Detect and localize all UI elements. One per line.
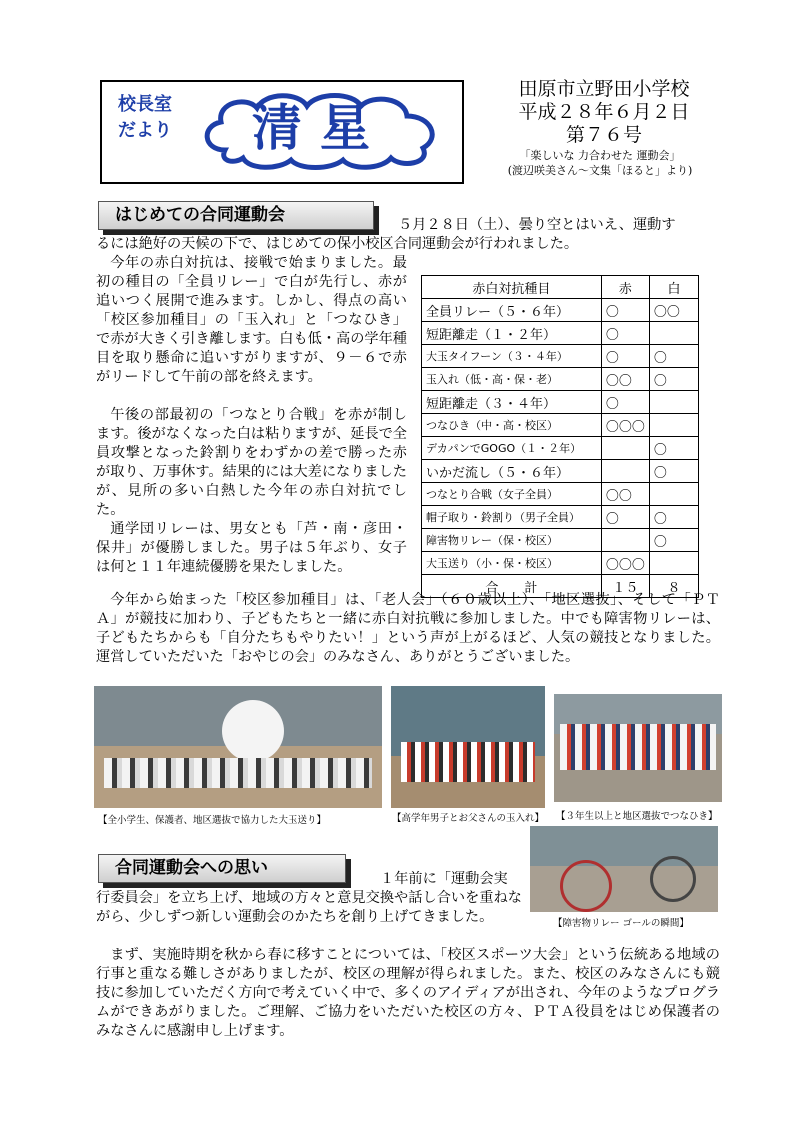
white-cell: 〇 [649, 437, 698, 460]
theme-line1: 「楽しいな 力合わせた 運動会」 [519, 149, 681, 162]
header-event: 赤白対抗種目 [422, 276, 602, 299]
section1-paragraph-5: 今年から始まった「校区参加種目」は、「老人会」（６０歳以上）、「地区選抜」、そして「ＰＴＡ」が競技に加わり、子どもたちと一緒に赤白対抗戦に参加しました。中でも障害物リレーは、子どもたちからも「自分たちもやりたい！」という声が上がるほど、人気の競技となりました。運営していただいた「おやじの会」のみなさん、ありがとうございました。 [96, 592, 720, 665]
red-cell: 〇 [601, 322, 649, 345]
caption-obstacle-relay: 【障害物リレー ゴールの瞬間】 [553, 918, 689, 929]
school-name: 田原市立野田小学校 [518, 78, 690, 100]
red-cell [601, 460, 649, 483]
event-cell: 短距離走（１・２年） [422, 322, 602, 345]
issue-date: 平成２８年６月２日 [518, 101, 690, 123]
event-cell: 大玉送り（小・保・校区） [422, 552, 602, 575]
event-cell: つなひき（中・高・校区） [422, 414, 602, 437]
white-cell: 〇 [649, 529, 698, 552]
red-cell: 〇 [601, 299, 649, 322]
event-cell: 帽子取り・鈴割り（男子全員） [422, 506, 602, 529]
total-red: １５ [601, 575, 649, 598]
school-info [494, 78, 714, 147]
red-cell: 〇 [601, 506, 649, 529]
red-cell [601, 437, 649, 460]
red-cell: 〇〇 [601, 483, 649, 506]
header-white: 白 [649, 276, 698, 299]
white-cell [649, 483, 698, 506]
section2-paragraph-2: まず、実施時期を秋から春に移すことについては、「校区スポーツ大会」という伝統ある地域の行事と重なる難しさがありましたが、校区の理解が得られました。また、校区のみなさんにも競技に参加していただく方向で考えていく中で、多くのアイディアが出され、今年のようなプログラムができあがりました。ご理解、ご協力をいただいた校区の方々、ＰＴＡ役員をはじめ保護者のみなさんに感謝申し上げます。 [96, 947, 720, 1039]
red-cell: 〇〇〇 [601, 414, 649, 437]
event-cell: つなとり合戦（女子全員） [422, 483, 602, 506]
table-row [422, 529, 699, 552]
table-row [422, 506, 699, 529]
event-cell: 障害物リレー（保・校区） [422, 529, 602, 552]
event-cell: 全員リレー（５・６年） [422, 299, 602, 322]
section1-heading: はじめての合同運動会 [98, 201, 374, 230]
photo-tug-of-war [554, 694, 722, 802]
white-cell: 〇〇 [649, 299, 698, 322]
theme-line2: (渡辺咲美さん～文集「ほると」より) [507, 164, 693, 177]
section1-paragraph-2: 今年の赤白対抗は、接戦で始まりました。最初の種目の「全員リレー」で白が先行し、赤が追いつく展開で進みます。しかし、得点の高い「校区参加種目」の「玉入れ」と「つなひき」で赤が大きく引き離します。白も低・高の学年種目を取り懸命に追いすがりますが、９－６で赤がリードして午前の部を終えます。 [96, 255, 407, 385]
event-cell: 短距離走（３・４年） [422, 391, 602, 414]
section2-intro-line1: １年前に「運動会実 [380, 871, 508, 887]
masthead-subtitle [118, 92, 188, 144]
theme-quote [470, 148, 730, 178]
event-cell: デカパンでGOGO（１・２年） [422, 437, 602, 460]
white-cell: 〇 [649, 460, 698, 483]
section1-paragraph-3: 午後の部最初の「つなとり合戦」を赤が制します。後がなくなった白は粘りますが、延長で全員攻撃となった鈴割りをわずかの差で勝った赤が取り、万事休す。結果的には大差になりましたが、見所の多い白熱した今年の赤白対抗でした。 [96, 407, 407, 518]
masthead-subtitle-line1: 校長室 [118, 94, 172, 115]
total-label: 合 計 [422, 575, 602, 598]
table-row [422, 552, 699, 575]
section1-intro-line1: ５月２８日（土）、曇り空とはいえ、運動す [398, 217, 676, 233]
white-cell [649, 391, 698, 414]
results-table [421, 275, 699, 598]
event-cell: 大玉タイフーン（３・４年） [422, 345, 602, 368]
white-cell: 〇 [649, 506, 698, 529]
caption-ball-toss: 【高学年男子とお父さんの玉入れ】 [392, 813, 545, 824]
table-row [422, 368, 699, 391]
white-cell [649, 552, 698, 575]
table-row [422, 483, 699, 506]
masthead-title: 清星 [252, 99, 388, 157]
white-cell [649, 322, 698, 345]
section2-intro-rest: 行委員会」を立ち上げ、地域の方々と意見交換や話し合いを重ねながら、少しずつ新しい運動会のかたちを創り上げてきました。 [96, 890, 522, 925]
white-cell [649, 414, 698, 437]
red-cell: 〇 [601, 345, 649, 368]
event-cell: いかだ流し（５・６年） [422, 460, 602, 483]
table-row [422, 460, 699, 483]
photo-ball-toss [391, 686, 545, 808]
table-row [422, 391, 699, 414]
red-cell: 〇〇 [601, 368, 649, 391]
red-cell: 〇〇〇 [601, 552, 649, 575]
red-cell [601, 529, 649, 552]
caption-tug-of-war: 【３年生以上と地区選抜でつなひき】 [556, 811, 718, 822]
table-row [422, 299, 699, 322]
caption-ball-relay: 【全小学生、保護者、地区選抜で協力した大玉送り】 [98, 815, 327, 826]
table-row [422, 345, 699, 368]
white-cell: 〇 [649, 368, 698, 391]
white-cell: 〇 [649, 345, 698, 368]
issue-number: 第７６号 [565, 124, 642, 146]
table-row [422, 414, 699, 437]
section1-intro-line2: るには絶好の天候の下で、はじめての保小校区合同運動会が行われました。 [96, 236, 579, 252]
table-header-row [422, 276, 699, 299]
header-red: 赤 [601, 276, 649, 299]
event-cell: 玉入れ（低・高・保・老） [422, 368, 602, 391]
red-cell: 〇 [601, 391, 649, 414]
total-white: ８ [649, 575, 698, 598]
photo-obstacle-relay [530, 826, 718, 912]
photo-ball-relay [94, 686, 382, 808]
table-row [422, 322, 699, 345]
section1-paragraph-4: 通学団リレーは、男女とも「芦・南・彦田・保井」が優勝しました。男子は５年ぶり、女子は何と１１年連続優勝を果たしました。 [96, 521, 407, 575]
masthead-subtitle-line2: だより [118, 120, 172, 141]
section2-heading: 合同運動会への思い [98, 854, 346, 883]
table-row [422, 437, 699, 460]
